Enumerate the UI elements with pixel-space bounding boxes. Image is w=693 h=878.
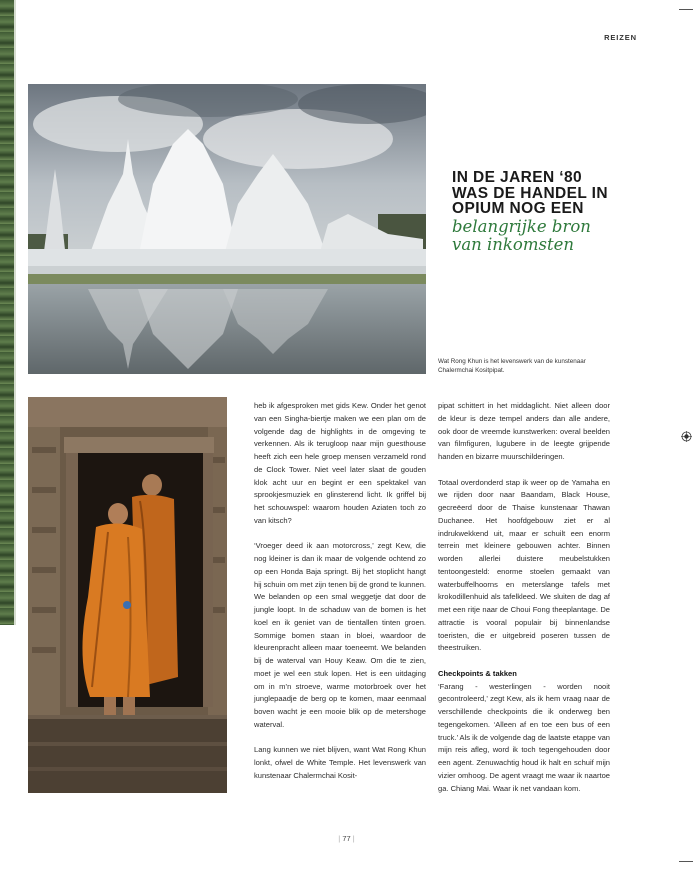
paragraph: ‘Farang - westerlingen - worden nooit gecontroleerd,’ zegt Kew, als ik hem vraag naar de verschillende checkpoints die ik onderweg ben tegengekomen. ‘Alleen af en toe een bus of een truck.’ Als ik de volgende dag de laatste etappe van mijn reis afleg, word ik toch tegengehouden door een agent. Zenuwachtig houd ik halt en schuif mijn vizier omhoog. De agent vraagt me waar ik naartoe ga. Chiang Mai. Waar ik net vandaan kom. — [438, 681, 610, 793]
pull-quote — [452, 170, 652, 255]
crop-mark-top-right — [679, 9, 693, 10]
subheading: Checkpoints & takken — [438, 668, 517, 678]
page-number: 77 — [342, 834, 351, 843]
monks-photo — [28, 397, 227, 793]
edge-strip-border — [14, 0, 16, 625]
article-column-1 — [254, 400, 426, 783]
photo-caption: Wat Rong Khun is het levenswerk van de kunstenaar Chalermchai Kositpipat. — [438, 358, 586, 374]
paragraph: Totaal overdonderd stap ik weer op de Yamaha en we rijden door naar Baandam, Black House, gecreëerd door de Thaise kunstenaar Thawan Duchanee. Het hoofdgebouw ziet er al indrukwekkend uit, maar er schuilt een enorm terrein met kleinere gebouwen achter. Binnen worden allerlei duistere meubelstukken tentoongesteld: enorme stoelen gemaakt van waterbuffelhoorns en meterslange tafels met krokodillenhuid als tafelkleed. We sluiten de dag af met een ritje naar de Choui Fong theeplantage. De attractie is vooral populair bij binnenlandse toeristen, die er uitgebreid poseren tussen de theestruiken. — [438, 477, 610, 653]
paragraph: heb ik afgesproken met gids Kew. Onder het genot van een Singha-biertje maken we een plan om de volgende dag de highlights in de omgeving te verkennen. Als ik terugloop naar mijn guesthouse heeft zich een hele groep mensen verzameld rond de Clock Tower. Niet veel later slaat de gouden klok acht uur en begint er een spektakel van sprookjesmuziek en glinsterend licht. Ik griffel bij het schouwspel: waarom houden Aziaten toch zo van kitsch? — [254, 401, 426, 525]
paragraph: ‘Vroeger deed ik aan motorcross,’ zegt Kew, die nog kleiner is dan ik maar de volgende ochtend zo op een Honda Baja springt. Bij het stoplicht hangt hij schuin om met zijn tenen bij de grond te kunnen. We belanden op een smal weggetje dat door de jungle loopt. In de schaduw van de bomen is het koel en ik geniet van de tientallen tinten groen. Sommige bomen staan in bloei, waardoor de kleurenpracht alleen maar toeneemt. We belanden bij de waterval van Houy Keaw. Om die te zien, moet je wel een stuk lopen. Het is een uitdaging om in m’n stroeve, warme motorbroek over het junglepaadje de berg op te komen, maar eenmaal boven wacht je een mooie blik op de metershoge waterval. — [254, 541, 427, 729]
crop-mark-bottom-right — [679, 861, 693, 862]
paragraph: pipat schittert in het middaglicht. Niet alleen door de kleur is deze tempel anders dan alle andere, ook door de vreemde kunstwerken: overal beelden van filmfiguren, lugubere in de leegte grijpende handen en bizarre muurschilderingen. — [438, 401, 610, 461]
pull-quote-script: belangrijke bron van inkomsten — [452, 216, 591, 254]
pull-quote-main: IN DE JAREN ‘80 WAS DE HANDEL IN OPIUM NOG EEN — [452, 169, 608, 217]
tea-plantation-edge-strip — [0, 0, 14, 625]
page-number-footer: | 77 | — [338, 834, 355, 843]
article-column-2 — [438, 400, 610, 795]
section-label: REIZEN — [604, 33, 637, 42]
white-temple-photo — [28, 84, 426, 374]
registration-mark-icon — [681, 431, 692, 442]
paragraph: Lang kunnen we niet blijven, want Wat Rong Khun lonkt, ofwel de White Temple. Het levenswerk van kunstenaar Chalermchai Kosit- — [254, 745, 426, 780]
